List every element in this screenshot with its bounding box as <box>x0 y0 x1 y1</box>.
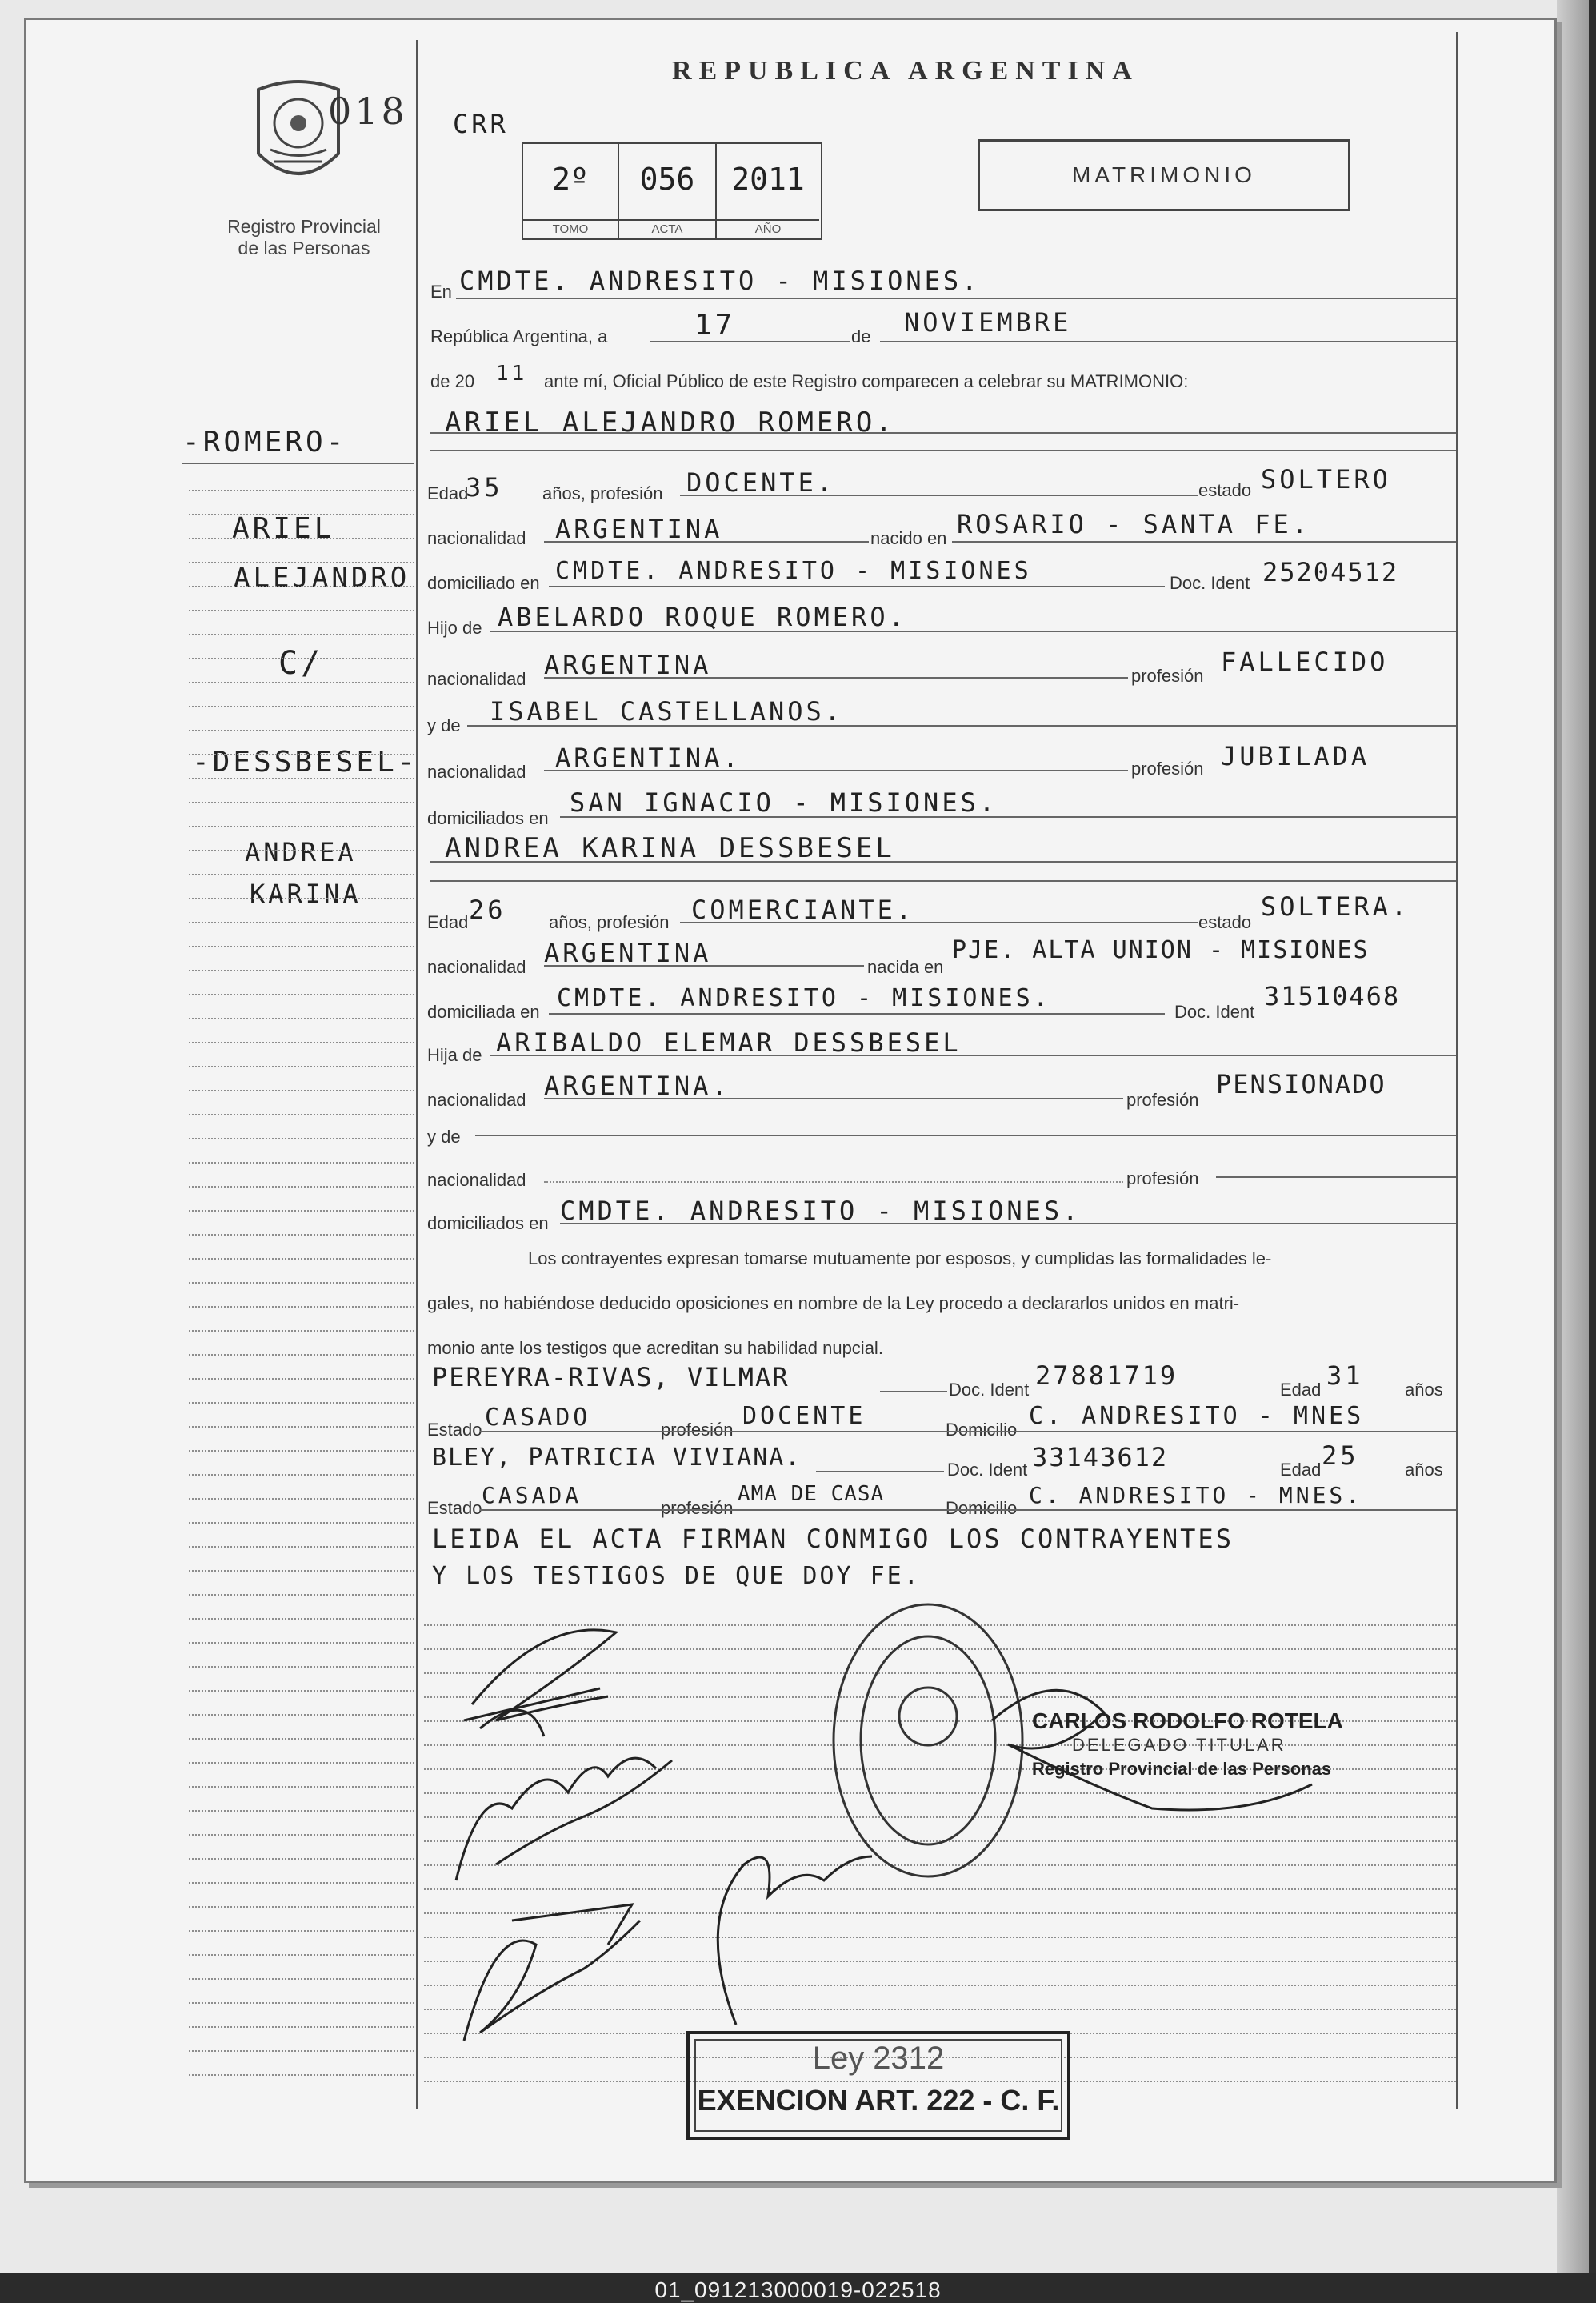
groom-father: ABELARDO ROQUE ROMERO. <box>498 602 907 632</box>
witness2-anos-label: años <box>1405 1460 1443 1480</box>
margin-bride-surname: -DESSBESEL- <box>192 746 418 779</box>
bride-father-nationality: ARGENTINA. <box>544 1071 730 1101</box>
witness1-estado-label: Estado <box>427 1420 482 1440</box>
bride-profession-line <box>680 922 1198 923</box>
ledger-line <box>189 730 414 731</box>
bride-parents-domiciliados-label: domiciliados en <box>427 1213 549 1233</box>
ledger-line <box>189 490 414 491</box>
groom-full-name: ARIEL ALEJANDRO ROMERO. <box>445 407 895 439</box>
bride-nationality: ARGENTINA <box>544 938 712 968</box>
groom-father-profession: FALLECIDO <box>1221 647 1389 677</box>
groom-mother-nationality: ARGENTINA. <box>555 743 742 773</box>
bride-age: 26 <box>469 895 506 925</box>
witness1-anos-label: años <box>1405 1380 1443 1400</box>
bride-domiciliada-label: domiciliada en <box>427 1002 540 1022</box>
groom-nacido-label: nacido en <box>870 528 947 548</box>
groom-estado: SOLTERO <box>1261 464 1391 495</box>
groom-father-nacionalidad-label: nacionalidad <box>427 669 526 689</box>
groom-nacionalidad-label: nacionalidad <box>427 528 526 548</box>
tomo-value: 2º <box>552 162 589 197</box>
closing-line-1: LEIDA EL ACTA FIRMAN CONMIGO LOS CONTRAYENTES <box>432 1524 1234 1554</box>
groom-profession-line <box>680 495 1198 496</box>
ledger-line <box>189 1810 414 1812</box>
ledger-line <box>189 2050 414 2052</box>
bride-father-profession: PENSIONADO <box>1216 1069 1386 1099</box>
bride-edad-label: Edad <box>427 912 469 932</box>
groom-estado-label: estado <box>1198 480 1252 500</box>
groom-parents-line <box>560 816 1456 818</box>
ledger-line <box>189 1306 414 1308</box>
bride-estado-label: estado <box>1198 912 1252 932</box>
bride-father-nat-line <box>544 1098 1123 1099</box>
margin-groom-surname: -ROMERO- <box>182 426 347 459</box>
bride-doc-label: Doc. Ident <box>1174 1002 1255 1022</box>
place-line <box>456 298 1456 299</box>
declaration-line-3: monio ante los testigos que acreditan su habilidad nupcial. <box>427 1338 883 1358</box>
witness1-edad-label: Edad <box>1280 1380 1322 1400</box>
groom-doc-label: Doc. Ident <box>1170 573 1250 593</box>
margin-bride-name-1: ANDREA <box>245 837 357 867</box>
witness2-profession: AMA DE CASA <box>738 1482 885 1506</box>
witness1-doc: 27881719 <box>1035 1360 1178 1391</box>
groom-name-line-2 <box>430 450 1456 451</box>
bride-father-profesion-label: profesión <box>1126 1090 1199 1110</box>
groom-birthplace: ROSARIO - SANTA FE. <box>957 509 1311 539</box>
witness2-name: BLEY, PATRICIA VIVIANA. <box>432 1444 802 1472</box>
witness1-domicilio-label: Domicilio <box>946 1420 1018 1440</box>
ledger-line <box>189 946 414 947</box>
groom-parents-domiciliados-label: domiciliados en <box>427 808 549 828</box>
signatures-area <box>448 1600 1488 2065</box>
ledger-line <box>189 1858 414 1860</box>
declaration-line-1: Los contrayentes expresan tomarse mutuamente por esposos, y cumplidas las formalidades le- <box>528 1248 1272 1268</box>
acta-cell <box>619 144 717 238</box>
bride-parents-line <box>560 1223 1456 1224</box>
ledger-line <box>189 2002 414 2004</box>
ledger-line <box>189 1330 414 1332</box>
closing-line-2: Y LOS TESTIGOS DE QUE DOY FE. <box>432 1562 921 1590</box>
ledger-line <box>189 538 414 539</box>
groom-mother-profession: JUBILADA <box>1221 741 1370 771</box>
ledger-line <box>189 1066 414 1067</box>
ledger-line <box>189 826 414 827</box>
official-registry: Registro Provincial de las Personas <box>1032 1759 1332 1779</box>
ledger-line <box>189 1378 414 1380</box>
ledger-line <box>189 1954 414 1956</box>
ledger-line <box>189 1186 414 1188</box>
witness2-estado: CASADA <box>482 1482 582 1508</box>
office-code: CRR <box>453 109 509 139</box>
ledger-line <box>189 1930 414 1932</box>
ledger-line <box>189 1258 414 1260</box>
place-value: CMDTE. ANDRESITO - MISIONES. <box>459 266 981 296</box>
bride-mother-line <box>475 1135 1456 1136</box>
bride-father-line <box>490 1055 1456 1056</box>
ledger-line <box>189 1090 414 1091</box>
witness2-line <box>480 1509 1456 1511</box>
ledger-line <box>189 1450 414 1452</box>
ledger-line <box>189 802 414 803</box>
ledger-line <box>189 1666 414 1668</box>
groom-profession: DOCENTE. <box>686 467 836 498</box>
groom-mother: ISABEL CASTELLANOS. <box>490 696 844 727</box>
ledger-line <box>189 1402 414 1404</box>
groom-mother-nacionalidad-label: nacionalidad <box>427 762 526 782</box>
groom-edad-label: Edad <box>427 483 469 503</box>
day-value: 17 <box>694 309 736 342</box>
groom-yde-label: y de <box>427 715 461 735</box>
witness1-estado: CASADO <box>485 1404 591 1432</box>
ledger-line <box>189 970 414 971</box>
scan-footer-id: 01_091213000019-022518 <box>654 2277 942 2302</box>
ledger-line <box>189 1354 414 1356</box>
ledger-line <box>189 1834 414 1836</box>
groom-domiciliado-label: domiciliado en <box>427 573 540 593</box>
witness2-profesion-label: profesión <box>661 1498 734 1518</box>
ledger-line <box>189 898 414 899</box>
witness1-age: 31 <box>1326 1360 1364 1391</box>
witness2-edad-label: Edad <box>1280 1460 1322 1480</box>
margin-groom-name-1: ARIEL <box>232 512 335 545</box>
bride-yde-label: y de <box>427 1127 461 1147</box>
bride-father: ARIBALDO ELEMAR DESSBESEL <box>496 1027 962 1058</box>
witness2-estado-label: Estado <box>427 1498 482 1518</box>
tomo-cell <box>523 144 619 238</box>
de-label: de <box>851 326 871 346</box>
ledger-line <box>189 1474 414 1476</box>
bride-nacida-label: nacida en <box>867 957 944 977</box>
margin-rule <box>416 40 418 2109</box>
ledger-line <box>189 682 414 683</box>
ledger-line <box>189 1426 414 1428</box>
ledger-line <box>189 1114 414 1115</box>
groom-mother-nat-line <box>544 770 1128 771</box>
bride-mother-prof-line <box>1216 1176 1456 1178</box>
ledger-line <box>189 754 414 755</box>
groom-birthplace-line <box>952 541 1456 543</box>
acta-label: ACTA <box>619 219 715 238</box>
bride-mother-nacionalidad-label: nacionalidad <box>427 1170 526 1190</box>
ledger-line <box>189 562 414 563</box>
ledger-line <box>189 778 414 779</box>
bride-mother-nat-line <box>544 1181 1123 1183</box>
ledger-line <box>189 874 414 875</box>
republica-label: República Argentina, a <box>430 326 608 346</box>
witness1-name: PEREYRA-RIVAS, VILMAR <box>432 1362 790 1392</box>
registry-label-line1: Registro Provincial <box>227 216 381 237</box>
ledger-line <box>189 1234 414 1236</box>
ledger-line <box>189 1594 414 1596</box>
witness2-doc-label: Doc. Ident <box>947 1460 1028 1480</box>
exemption-stamp <box>686 2031 1070 2140</box>
groom-nationality: ARGENTINA <box>555 514 723 544</box>
bride-domicile-line <box>549 1013 1165 1015</box>
book-edge <box>1557 0 1589 2273</box>
ledger-line <box>189 1522 414 1524</box>
ledger-line <box>189 1546 414 1548</box>
ledger-line <box>189 1978 414 1980</box>
ledger-line <box>189 1282 414 1284</box>
groom-mother-line <box>467 725 1456 727</box>
margin-underline <box>182 463 414 464</box>
signature-bride <box>456 1758 672 1880</box>
official-role: DELEGADO TITULAR <box>1072 1735 1286 1755</box>
signature-groom <box>464 1630 616 1736</box>
folio-number: 018 <box>328 90 408 133</box>
ledger-line <box>189 514 414 515</box>
witness1-doc-label: Doc. Ident <box>949 1380 1030 1400</box>
bride-full-name: ANDREA KARINA DESSBESEL <box>445 832 895 864</box>
month-line <box>880 341 1456 342</box>
record-number-box <box>522 142 822 240</box>
en-label: En <box>430 282 452 302</box>
groom-parents-domicile: SAN IGNACIO - MISIONES. <box>570 787 998 818</box>
bride-parents-domicile: CMDTE. ANDRESITO - MISIONES. <box>560 1196 1082 1226</box>
witness1-domicile: C. ANDRESITO - MNES <box>1029 1402 1365 1430</box>
ledger-line <box>189 1570 414 1572</box>
bride-doc: 31510468 <box>1264 981 1401 1011</box>
groom-father-profesion-label: profesión <box>1131 666 1204 686</box>
page-title: REPUBLICA ARGENTINA <box>672 56 1139 86</box>
groom-father-nationality: ARGENTINA <box>544 650 712 680</box>
year-suffix: 11 <box>496 362 528 386</box>
day-line <box>650 341 850 342</box>
bride-anos-profesion-label: años, profesión <box>549 912 670 932</box>
bride-profession: COMERCIANTE. <box>691 895 915 925</box>
groom-name-line <box>430 432 1456 434</box>
signature-witness-1 <box>464 1904 640 2041</box>
tomo-label: TOMO <box>523 219 618 238</box>
groom-anos-profesion-label: años, profesión <box>542 483 663 503</box>
bride-nacionalidad-label: nacionalidad <box>427 957 526 977</box>
bride-mother-profesion-label: profesión <box>1126 1168 1199 1188</box>
witness1-profession: DOCENTE <box>742 1402 866 1430</box>
declaration-line-2: gales, no habiéndose deducido oposiciones en nombre de la Ley procedo a declararlos unidos en matri- <box>427 1293 1240 1313</box>
bride-estado: SOLTERA. <box>1261 891 1410 922</box>
anio-value: 2011 <box>731 162 805 197</box>
margin-connector: C/ <box>278 645 324 682</box>
ledger-line <box>189 1138 414 1139</box>
signature-witness-2 <box>718 1856 872 2025</box>
groom-doc: 25204512 <box>1262 557 1399 587</box>
ledger-line <box>189 586 414 587</box>
groom-mother-profesion-label: profesión <box>1131 759 1204 779</box>
ledger-line <box>189 1618 414 1620</box>
ledger-line <box>189 1882 414 1884</box>
margin-bride-name-2: KARINA <box>250 879 362 909</box>
groom-domicile-line <box>549 586 1165 587</box>
groom-hijo-label: Hijo de <box>427 618 482 638</box>
groom-nationality-line <box>544 541 869 543</box>
ledger-line <box>189 1498 414 1500</box>
ledger-line <box>189 658 414 659</box>
ledger-line <box>189 634 414 635</box>
witness2-domicilio-label: Domicilio <box>946 1498 1018 1518</box>
official-seal <box>834 1604 1022 1876</box>
witness2-doc: 33143612 <box>1032 1442 1169 1472</box>
groom-domicile: CMDTE. ANDRESITO - MISIONES <box>555 557 1032 585</box>
ledger-line <box>189 2074 414 2076</box>
groom-age: 35 <box>466 472 503 503</box>
anio-cell <box>717 144 819 238</box>
ledger-line <box>189 1210 414 1212</box>
bride-birthplace: PJE. ALTA UNION - MISIONES <box>952 936 1370 964</box>
ledger-line <box>189 2026 414 2028</box>
de-year-label: de 20 <box>430 371 475 391</box>
bride-name-line-2 <box>430 880 1456 882</box>
ledger-line <box>189 1162 414 1164</box>
ledger-line <box>189 1738 414 1740</box>
witness2-name-line <box>816 1471 944 1472</box>
ledger-line <box>189 1042 414 1043</box>
margin-groom-name-2: ALEJANDRO <box>234 562 410 594</box>
ledger-line <box>189 1642 414 1644</box>
bride-name-line <box>430 861 1456 863</box>
witness1-line <box>480 1431 1456 1432</box>
month-value: NOVIEMBRE <box>904 307 1072 338</box>
groom-father-line <box>490 631 1456 632</box>
bride-father-nacionalidad-label: nacionalidad <box>427 1090 526 1110</box>
witness2-domicile: C. ANDRESITO - MNES. <box>1029 1482 1363 1508</box>
witness1-name-line <box>880 1391 947 1392</box>
witness2-age: 25 <box>1322 1440 1359 1471</box>
ledger-line <box>189 1906 414 1908</box>
ledger-line <box>189 1018 414 1019</box>
exemption-article: EXENCION ART. 222 - C. F. <box>697 2084 1060 2117</box>
ledger-line <box>189 994 414 995</box>
ledger-line <box>189 850 414 851</box>
registry-label-line2: de las Personas <box>238 238 370 258</box>
exemption-law: Ley 2312 <box>812 2041 945 2076</box>
bride-nationality-line <box>544 965 864 967</box>
ledger-line <box>189 706 414 707</box>
ledger-line <box>189 1714 414 1716</box>
bride-domicile: CMDTE. ANDRESITO - MISIONES. <box>557 984 1051 1012</box>
record-type-box: MATRIMONIO <box>978 139 1350 211</box>
registry-label <box>184 216 424 259</box>
ledger-line <box>189 922 414 923</box>
intro-text: ante mí, Oficial Público de este Registro comparecen a celebrar su MATRIMONIO: <box>544 371 1189 391</box>
ledger-line <box>189 610 414 611</box>
ledger-line <box>189 1786 414 1788</box>
acta-value: 056 <box>639 162 695 197</box>
ledger-line <box>189 1690 414 1692</box>
witness1-profesion-label: profesión <box>661 1420 734 1440</box>
anio-label: AÑO <box>717 219 819 238</box>
groom-father-nat-line <box>544 677 1128 679</box>
official-name: CARLOS RODOLFO ROTELA <box>1032 1708 1343 1733</box>
ledger-line <box>189 1762 414 1764</box>
bride-hija-label: Hija de <box>427 1045 482 1065</box>
